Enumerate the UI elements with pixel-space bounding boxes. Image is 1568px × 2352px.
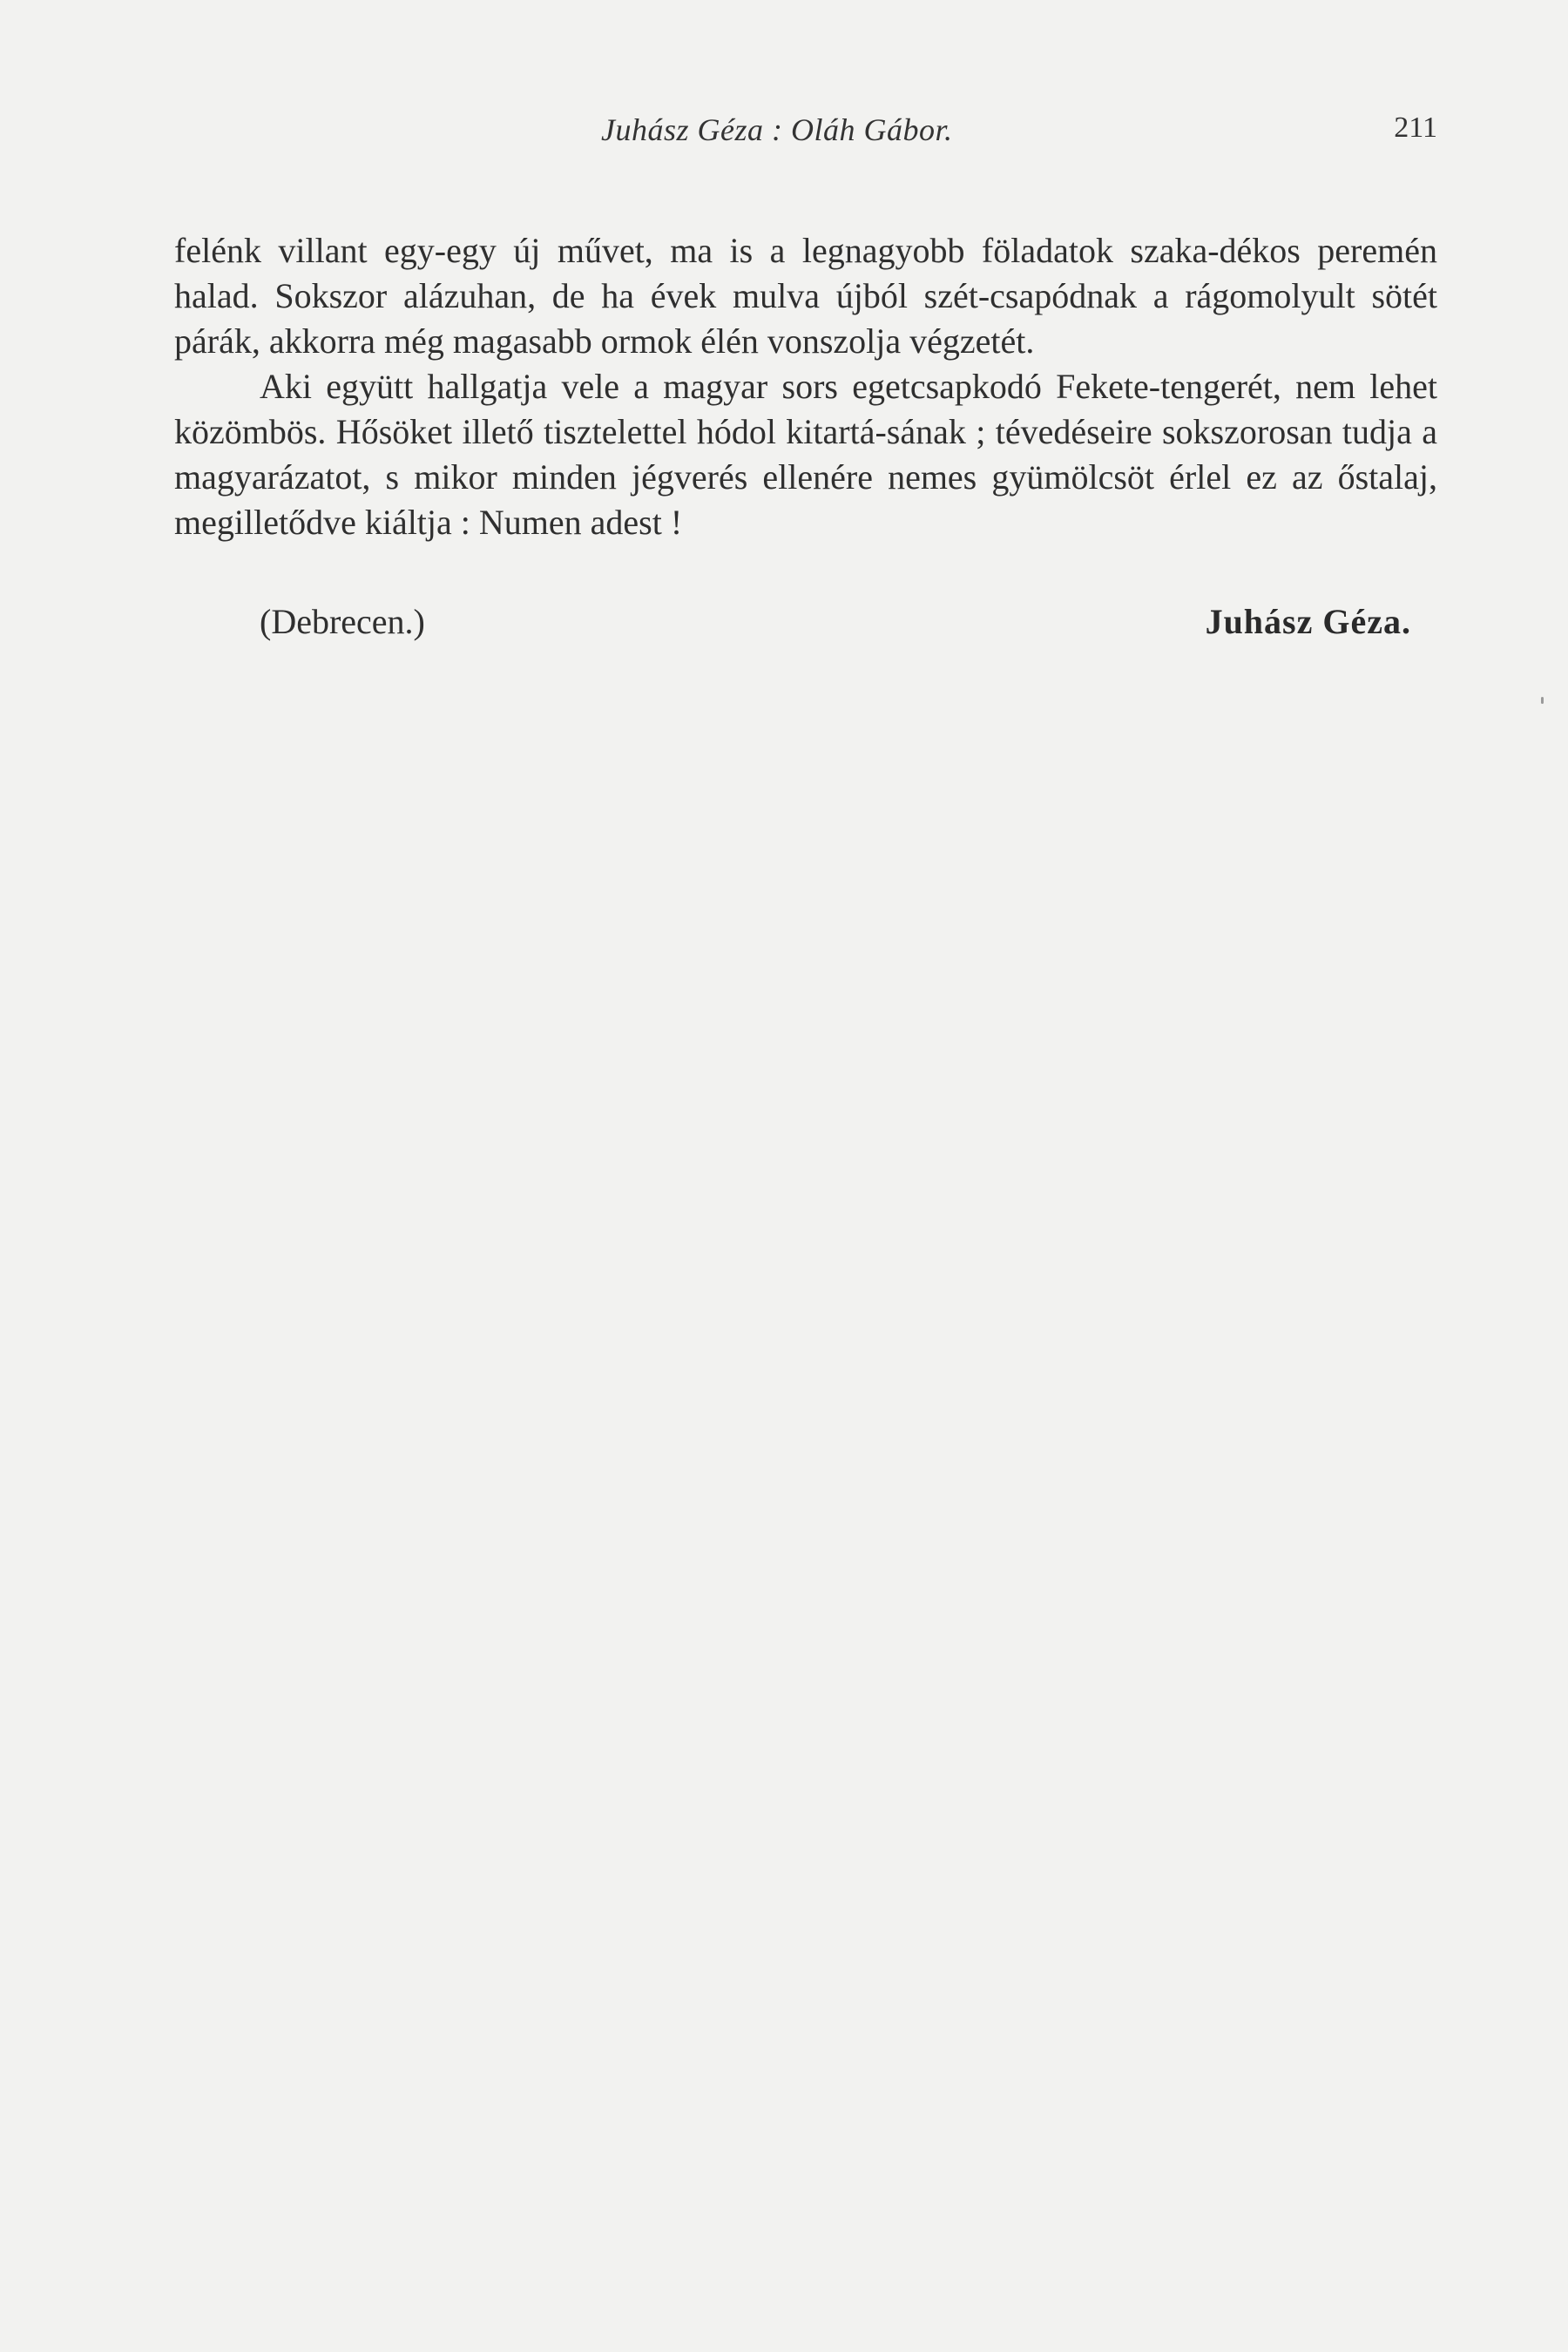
body-text xyxy=(174,228,1437,545)
paragraph-2: Aki együtt hallgatja vele a magyar sors egetcsapkodó Fekete-tengerét, nem lehet közömbös. Hősöket illető tisztelettel hódol kitartá-sának ; tévedéseire sokszorosan tudja a magyarázatot, s mikor minden jégverés ellenére nemes gyümölcsöt érlel ez az őstalaj, megilletődve kiáltja : Numen adest ! xyxy=(174,367,1437,542)
running-title: Juhász Géza : Oláh Gábor. xyxy=(601,112,953,147)
signature-place: (Debrecen.) xyxy=(260,602,425,641)
signature-author: Juhász Géza. xyxy=(1205,602,1411,641)
paper-speck xyxy=(1541,697,1544,704)
signature-line xyxy=(174,601,1437,653)
running-head xyxy=(174,112,1437,164)
page-number: 211 xyxy=(1394,112,1437,144)
paragraph-1: felénk villant egy-egy új művet, ma is a legnagyobb föladatok szaka-dékos peremén halad. Sokszor alázuhan, de ha évek mulva újból szét-csapódnak a rágomolyult sötét párák, akkorra még magasabb ormok élén vonszolja végzetét. xyxy=(174,231,1437,361)
